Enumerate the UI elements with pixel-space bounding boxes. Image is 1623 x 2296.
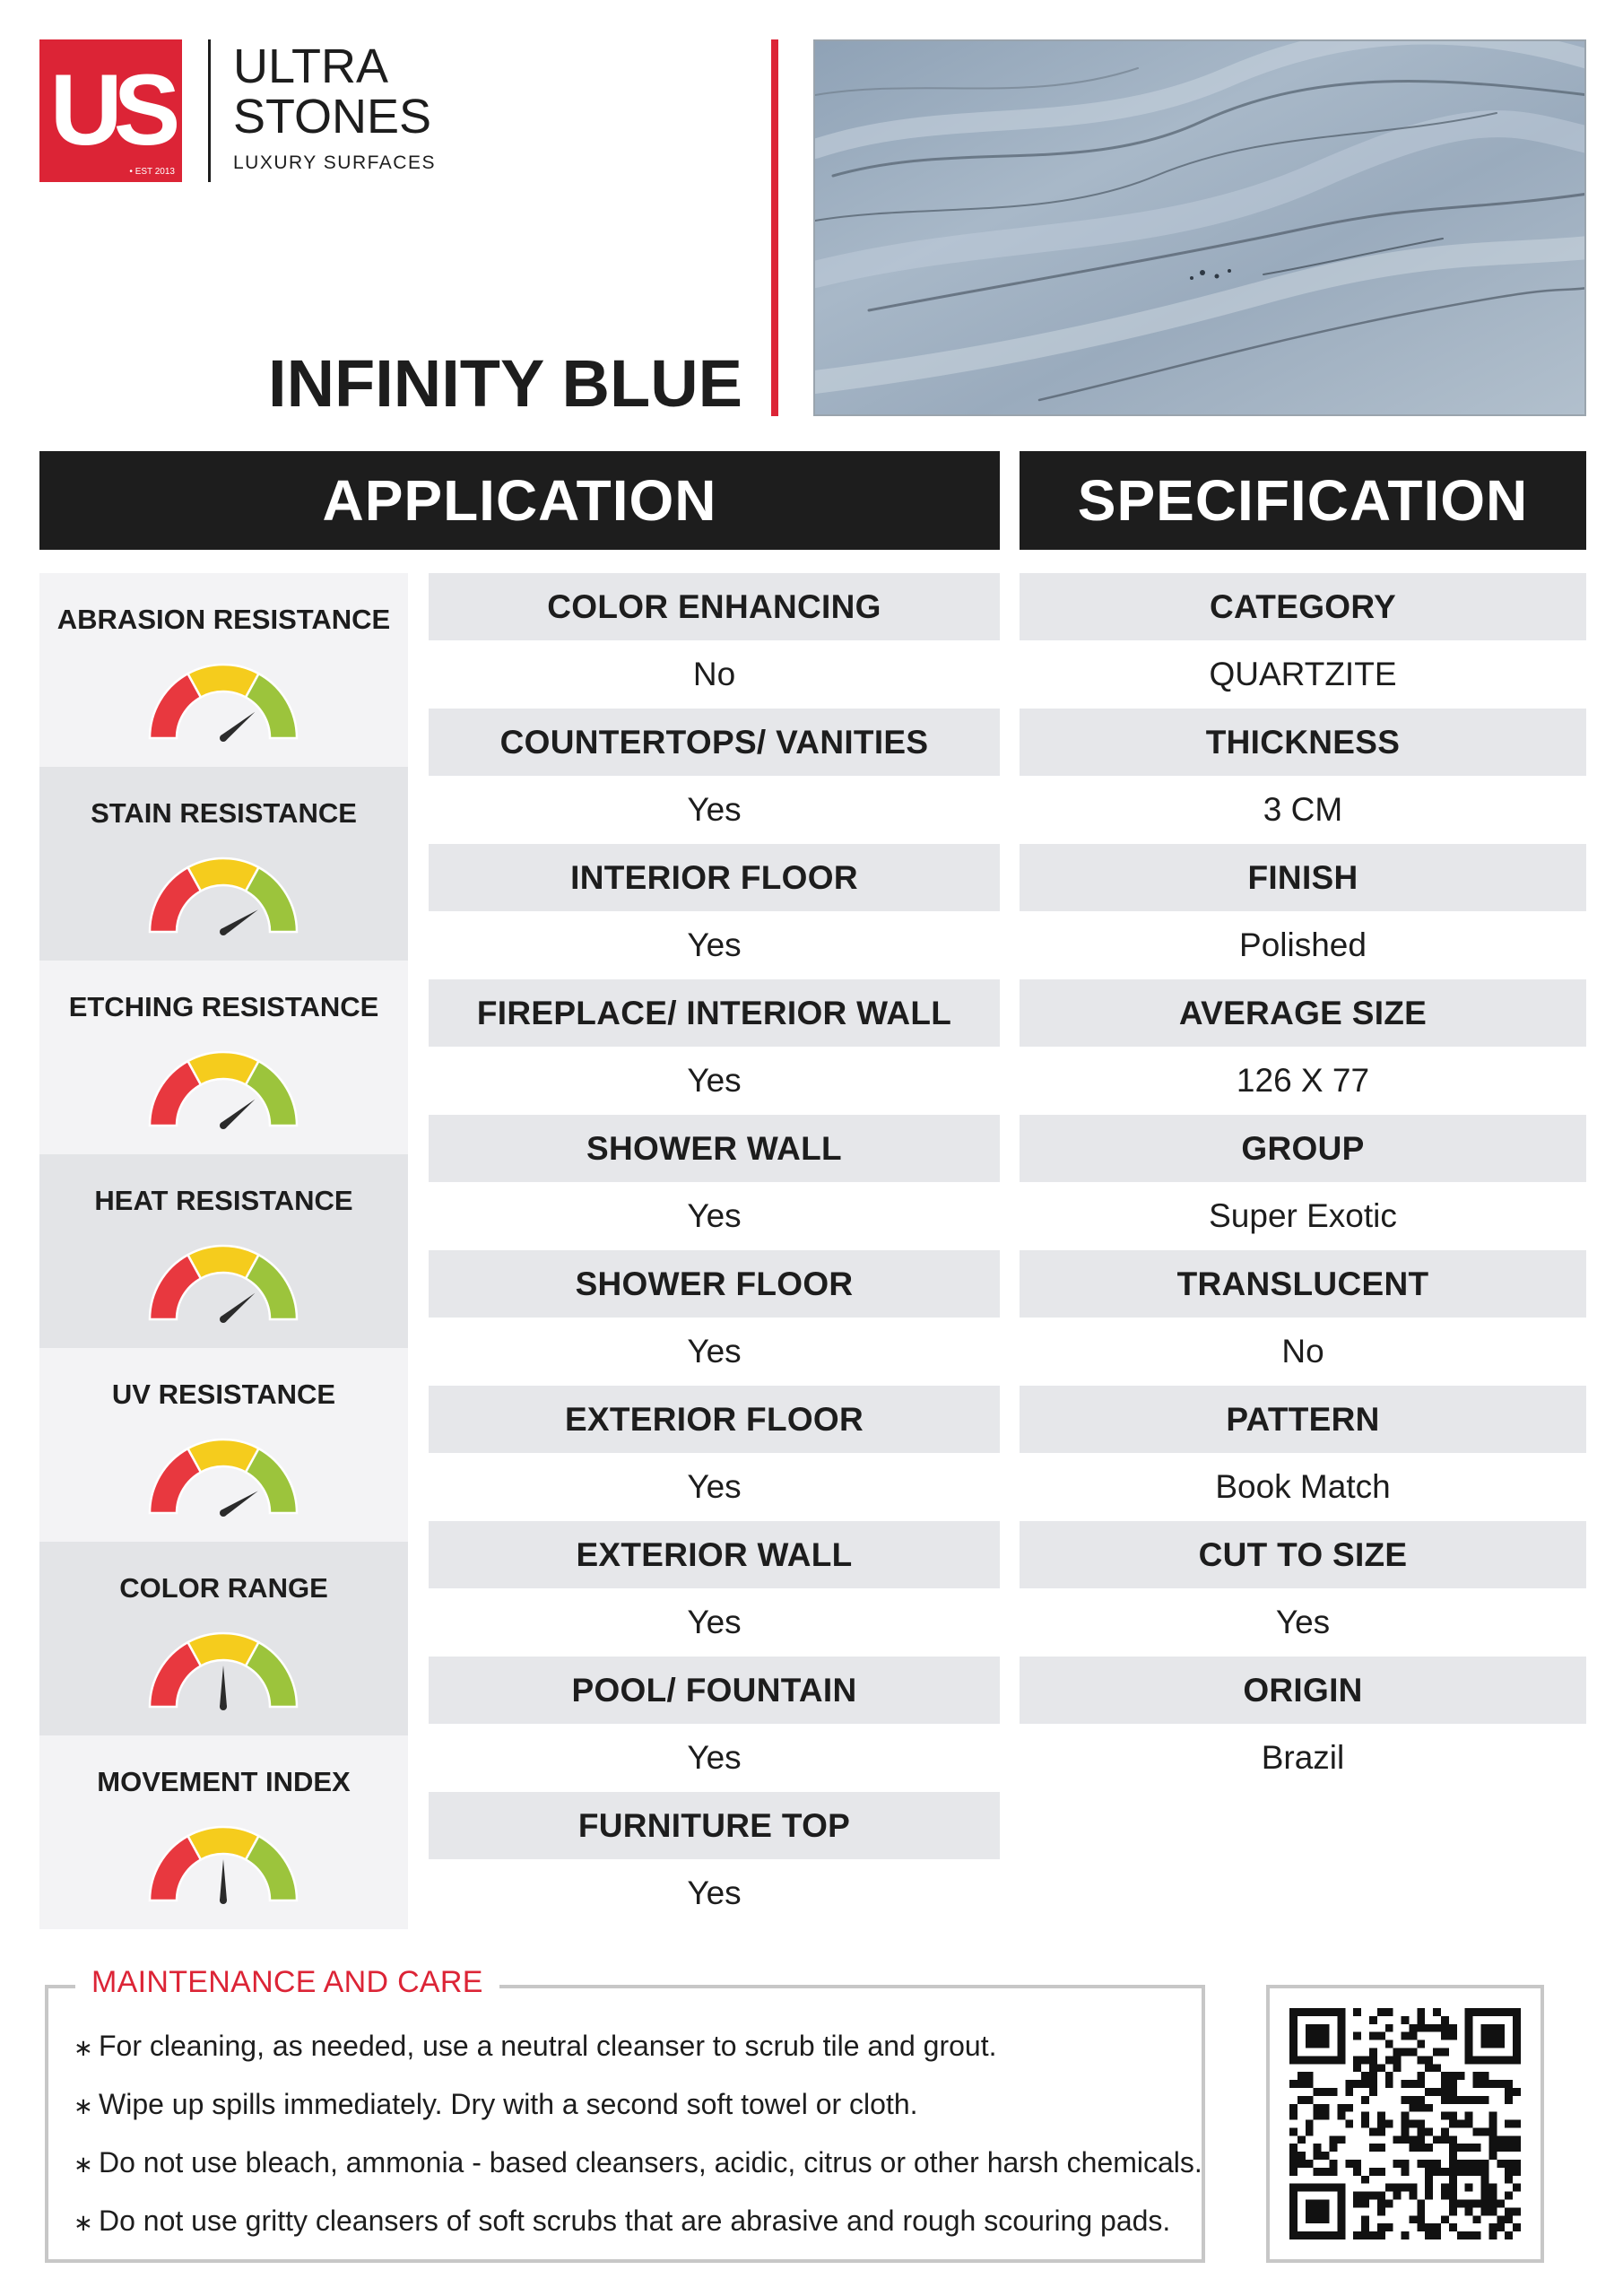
application-row <box>429 709 1000 844</box>
gauge-hub <box>220 1509 227 1517</box>
gauge-needle <box>221 909 258 935</box>
maintenance-item <box>74 2203 1202 2261</box>
application-value: Yes <box>687 926 742 963</box>
specification-value: 3 CM <box>1263 791 1343 828</box>
application-row <box>429 1115 1000 1250</box>
application-row <box>429 1250 1000 1386</box>
specification-value: No <box>1281 1333 1324 1370</box>
specification-value: Brazil <box>1261 1739 1345 1776</box>
brand-wordmark <box>233 41 436 174</box>
brand-est: • EST 2013 <box>129 167 175 177</box>
maintenance-text: For cleaning, as needed, use a neutral cleanser to scrub tile and grout. <box>99 2030 997 2062</box>
gauge-meter <box>147 1431 299 1520</box>
gauge-segment-high <box>246 1836 297 1900</box>
maintenance-box <box>45 1965 1205 2263</box>
gauge-meter <box>147 1818 299 1908</box>
gauge-cell <box>39 1154 408 1348</box>
application-value: Yes <box>687 1874 742 1911</box>
specification-value: QUARTZITE <box>1209 656 1397 692</box>
application-label: COLOR ENHANCING <box>429 573 1000 640</box>
bullet-icon: ∗ <box>74 2092 93 2119</box>
resistance-gauges <box>39 573 408 1929</box>
brand-tagline: LUXURY SURFACES <box>233 152 436 173</box>
gauge-segment-high <box>246 1642 297 1707</box>
application-row <box>429 844 1000 979</box>
specification-label: CUT TO SIZE <box>1020 1521 1586 1588</box>
specification-value: 126 X 77 <box>1236 1062 1370 1099</box>
gauge-cell <box>39 573 408 767</box>
specification-label: ORIGIN <box>1020 1657 1586 1724</box>
gauge-cell <box>39 1735 408 1929</box>
gauge-hub <box>220 1703 227 1710</box>
product-name: INFINITY BLUE <box>268 346 742 421</box>
gauge-label: ETCHING RESISTANCE <box>68 991 379 1022</box>
gauge-label: HEAT RESISTANCE <box>94 1185 353 1216</box>
brand-name-line1: ULTRA <box>233 39 389 93</box>
specification-row <box>1020 1386 1586 1521</box>
application-table <box>429 573 1000 1927</box>
specification-label: TRANSLUCENT <box>1020 1250 1586 1318</box>
application-label: INTERIOR FLOOR <box>429 844 1000 911</box>
brand-logo <box>39 39 182 182</box>
application-label: FIREPLACE/ INTERIOR WALL <box>429 979 1000 1047</box>
maintenance-item <box>74 2144 1202 2203</box>
specification-label: GROUP <box>1020 1115 1586 1182</box>
application-row <box>429 573 1000 709</box>
specification-value: Super Exotic <box>1209 1197 1397 1234</box>
specification-row <box>1020 844 1586 979</box>
application-row <box>429 979 1000 1115</box>
gauge-meter <box>147 849 299 939</box>
logo-divider <box>208 39 211 182</box>
application-label: EXTERIOR WALL <box>429 1521 1000 1588</box>
specification-header: SPECIFICATION <box>1020 451 1586 550</box>
brand-monogram: US <box>49 54 172 166</box>
specification-row <box>1020 573 1586 709</box>
specification-row <box>1020 1657 1586 1792</box>
maintenance-text: Do not use gritty cleansers of soft scrubs that are abrasive and rough scouring pads. <box>99 2205 1171 2237</box>
gauge-cell <box>39 1542 408 1735</box>
gauge-cell <box>39 767 408 961</box>
gauge-label: COLOR RANGE <box>119 1572 328 1604</box>
gauge-label: STAIN RESISTANCE <box>91 797 357 829</box>
specification-label: FINISH <box>1020 844 1586 911</box>
gauge-hub <box>220 735 227 742</box>
gauge-hub <box>220 1897 227 1904</box>
gauge-cell <box>39 1348 408 1542</box>
application-value: Yes <box>687 1062 742 1099</box>
brand-name-line2: STONES <box>233 90 432 144</box>
gauge-segment-high <box>246 1448 297 1513</box>
maintenance-item <box>74 2028 1202 2086</box>
maintenance-text: Wipe up spills immediately. Dry with a second soft towel or cloth. <box>99 2088 918 2120</box>
bullet-icon: ∗ <box>74 2151 93 2178</box>
application-label: FURNITURE TOP <box>429 1792 1000 1859</box>
application-label: COUNTERTOPS/ VANITIES <box>429 709 1000 776</box>
gauge-segment-high <box>246 867 297 932</box>
accent-divider <box>771 39 778 416</box>
specification-label: THICKNESS <box>1020 709 1586 776</box>
qr-code[interactable] <box>1289 2008 1521 2239</box>
gauge-hub <box>220 1316 227 1323</box>
application-value: Yes <box>687 791 742 828</box>
slab-image <box>813 39 1586 416</box>
specification-row <box>1020 1521 1586 1657</box>
application-header: APPLICATION <box>39 451 1000 550</box>
specification-label: PATTERN <box>1020 1386 1586 1453</box>
application-row <box>429 1792 1000 1927</box>
application-value: Yes <box>687 1468 742 1505</box>
qr-modules <box>1289 2008 1521 2239</box>
gauge-meter <box>147 1624 299 1714</box>
specification-value: Yes <box>1275 1604 1331 1640</box>
application-value: Yes <box>687 1333 742 1370</box>
maintenance-list <box>74 2028 1202 2261</box>
gauge-label: MOVEMENT INDEX <box>97 1766 351 1797</box>
gauge-segment-high <box>246 674 297 738</box>
bullet-icon: ∗ <box>74 2034 93 2061</box>
gauge-segment-high <box>246 1255 297 1319</box>
gauge-label: ABRASION RESISTANCE <box>56 604 391 635</box>
specification-label: AVERAGE SIZE <box>1020 979 1586 1047</box>
maintenance-title: MAINTENANCE AND CARE <box>75 1965 499 2000</box>
application-label: POOL/ FOUNTAIN <box>429 1657 1000 1724</box>
gauge-cell <box>39 961 408 1154</box>
application-value: Yes <box>687 1197 742 1234</box>
specification-table <box>1020 573 1586 1792</box>
gauge-meter <box>147 1043 299 1133</box>
maintenance-text: Do not use bleach, ammonia - based cleansers, acidic, citrus or other harsh chemicals. <box>99 2146 1202 2179</box>
application-value: Yes <box>687 1739 742 1776</box>
maintenance-item <box>74 2086 1202 2144</box>
specification-row <box>1020 1250 1586 1386</box>
specification-row <box>1020 979 1586 1115</box>
specification-row <box>1020 709 1586 844</box>
application-row <box>429 1521 1000 1657</box>
application-value: Yes <box>687 1604 742 1640</box>
specification-value: Polished <box>1239 926 1367 963</box>
specification-value: Book Match <box>1215 1468 1391 1505</box>
qr-code-frame[interactable] <box>1266 1985 1544 2263</box>
gauge-meter <box>147 656 299 745</box>
bullet-icon: ∗ <box>74 2209 93 2236</box>
application-row <box>429 1657 1000 1792</box>
specification-label: CATEGORY <box>1020 573 1586 640</box>
application-row <box>429 1386 1000 1521</box>
gauge-segment-high <box>246 1061 297 1126</box>
gauge-needle <box>221 1491 258 1516</box>
gauge-meter <box>147 1237 299 1326</box>
gauge-hub <box>220 928 227 935</box>
specification-row <box>1020 1115 1586 1250</box>
gauge-hub <box>220 1122 227 1129</box>
gauge-needle <box>220 1665 227 1707</box>
application-label: SHOWER FLOOR <box>429 1250 1000 1318</box>
application-value: No <box>692 656 736 692</box>
application-label: EXTERIOR FLOOR <box>429 1386 1000 1453</box>
application-label: SHOWER WALL <box>429 1115 1000 1182</box>
gauge-label: UV RESISTANCE <box>111 1378 336 1410</box>
gauge-needle <box>220 1859 227 1900</box>
